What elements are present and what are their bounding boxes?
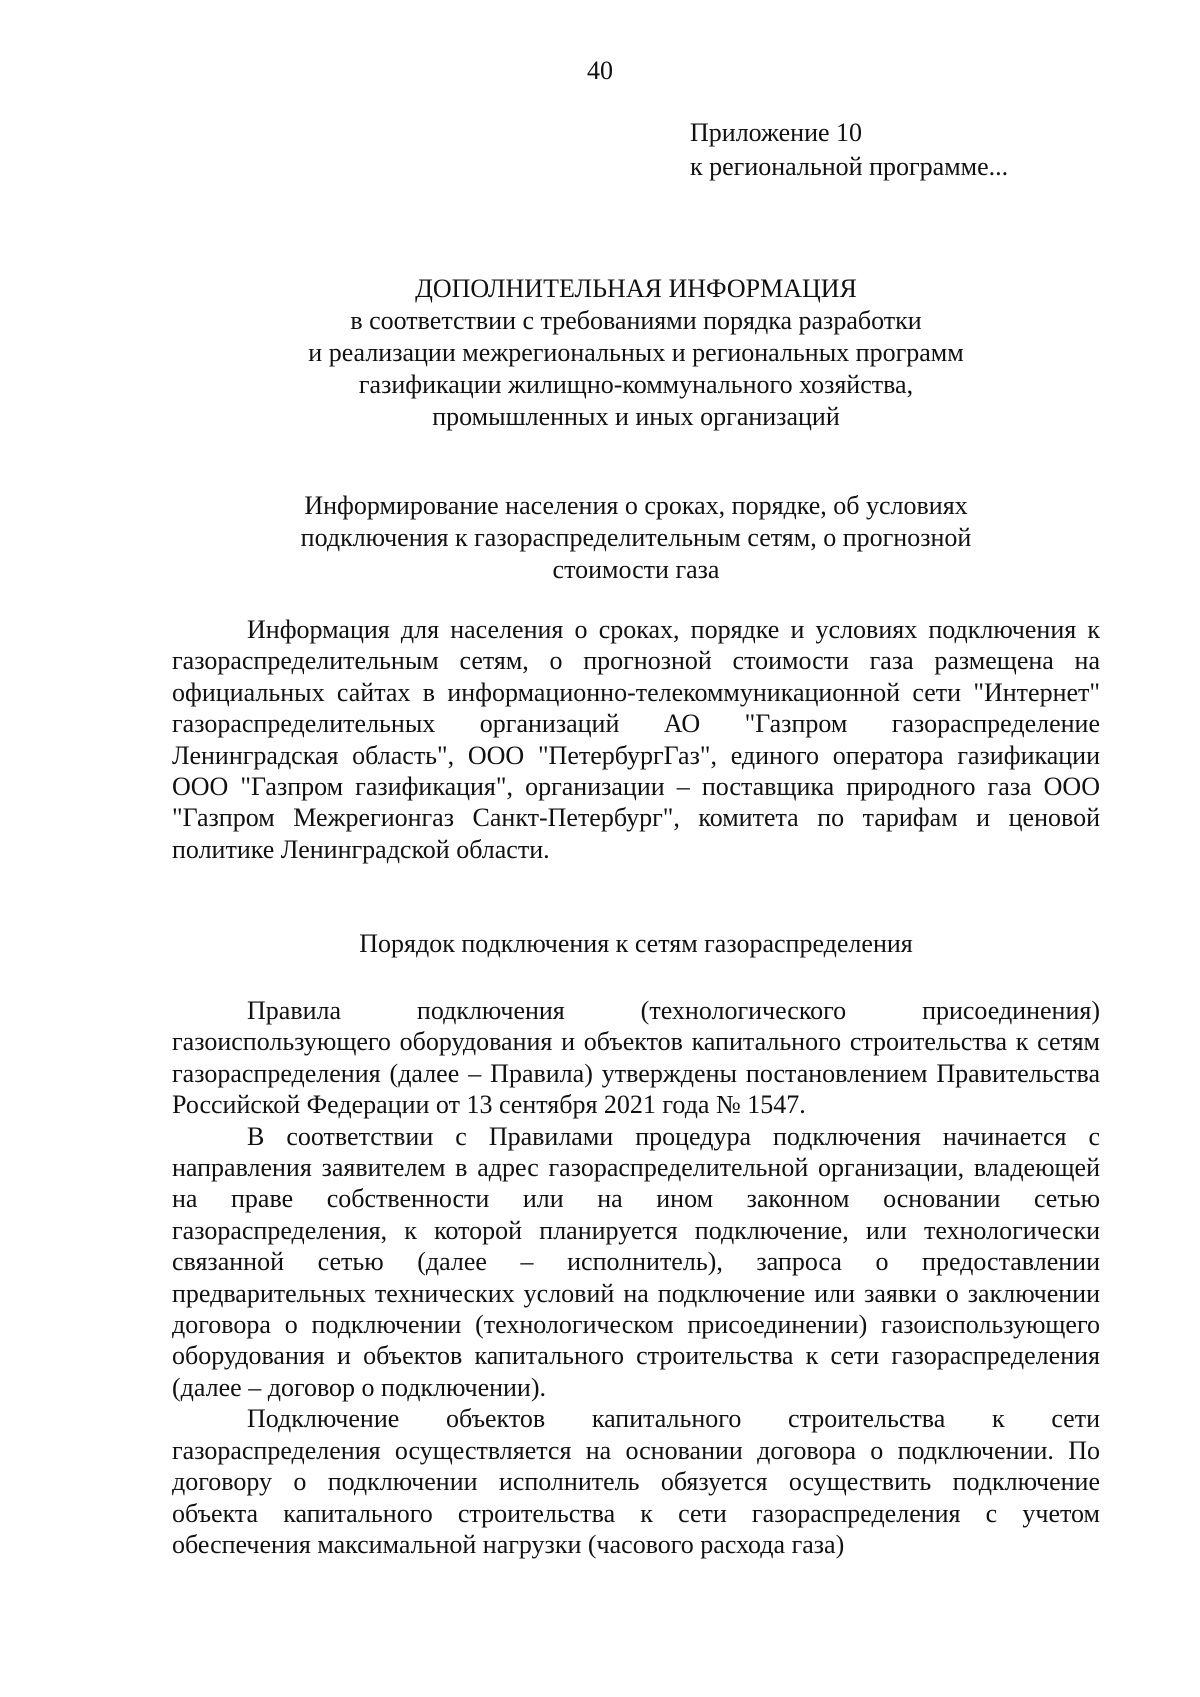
appendix-line: Приложение 10 — [690, 118, 863, 147]
title-line: в соответствии с требованиями порядка разработки — [350, 306, 922, 335]
title-line: промышленных и иных организаций — [432, 402, 840, 431]
section2-body — [172, 995, 1100, 1560]
paragraph: Подключение объектов капитального строительства к сети газораспределения осуществляется на основании договора о подключении. По договору о подключении исполнитель обязуется осуществить подключение объекта капитального строительства к сети газораспределения с учетом обеспечения максимальной нагрузки (часового расхода газа) — [172, 1404, 1100, 1559]
title-main: ДОПОЛНИТЕЛЬНАЯ ИНФОРМАЦИЯ — [415, 274, 857, 303]
page-number: 40 — [587, 56, 613, 85]
heading-line: подключения к газораспределительным сетям, о прогнозной — [300, 523, 972, 552]
appendix-reference — [690, 116, 1008, 184]
section-heading-connection-order — [172, 928, 1100, 960]
title-line: и реализации межрегиональных и региональных программ — [308, 338, 964, 367]
heading-line: Порядок подключения к сетям газораспределения — [359, 929, 913, 958]
appendix-line: к региональной программе... — [690, 152, 1009, 181]
paragraph: Правила подключения (технологического присоединения) газоиспользующего оборудования и объектов капитального строительства к сетям газораспределения (далее – Правила) утверждены постановлением Правительства Российской Федерации от 13 сентября 2021 года № 1547. — [172, 996, 1100, 1120]
heading-line: стоимости газа — [552, 555, 720, 584]
section1-body — [172, 614, 1100, 865]
heading-line: Информирование населения о сроках, порядке, об условиях — [304, 491, 968, 520]
paragraph: В соответствии с Правилами процедура подключения начинается с направления заявителем в адрес газораспределительной организации, владеющей на праве собственности или на ином законном основании сетью газораспределения, к которой планируется подключение, или технологически связанной сетью (далее – исполнитель), запроса о предоставлении предварительных технических условий на подключение или заявки о заключении договора о подключении (технологическом присоединении) газоиспользующего оборудования и объектов капитального строительства к сети газораспределения (далее – договор о подключении). — [172, 1121, 1100, 1402]
title-line: газификации жилищно-коммунального хозяйства, — [358, 370, 914, 399]
paragraph: Информация для населения о сроках, порядке и условиях подключения к газораспределительным сетям, о прогнозной стоимости газа размещена на официальных сайтах в информационно-телекоммуникационной сети "Интернет" газораспределительных организаций АО "Газпром газораспределение Ленинградская область", ООО "ПетербургГаз", единого оператора газификации ООО "Газпром газификация", организации – поставщика природного газа ООО "Газпром Межрегионгаз Санкт-Петербург", комитета по тарифам и ценовой политике Ленинградской области. — [172, 615, 1100, 864]
section-heading-informing — [172, 490, 1100, 586]
document-title — [172, 273, 1100, 433]
